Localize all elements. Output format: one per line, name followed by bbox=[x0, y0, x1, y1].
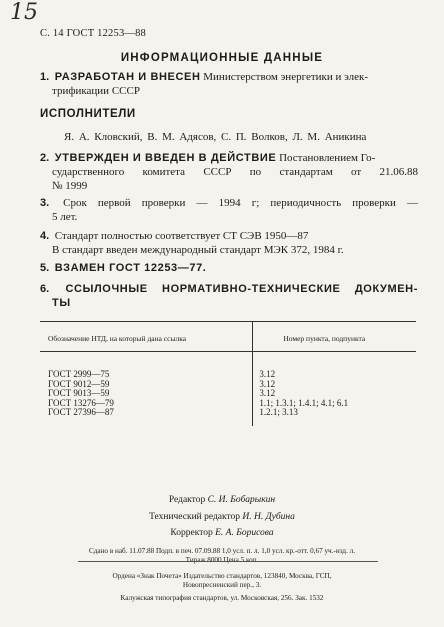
proofreader-name: Е. А. Борисова bbox=[215, 528, 274, 538]
section-number: 2. bbox=[40, 152, 50, 164]
section-heading: УТВЕРЖДЕН И ВВЕДЕН В ДЕЙСТВИЕ bbox=[54, 152, 277, 164]
section-heading: РАЗРАБОТАН И ВНЕСЕН bbox=[54, 71, 201, 83]
section-3 bbox=[40, 196, 418, 224]
section-2 bbox=[40, 151, 418, 193]
proofreader-label: Корректор bbox=[170, 528, 213, 538]
section-number: 3. bbox=[40, 197, 50, 209]
section-number: 1. bbox=[40, 71, 50, 83]
section-text: 5 лет. bbox=[52, 211, 78, 223]
reference-documents-table bbox=[40, 321, 416, 426]
table-cell-items: 1.2.1; 3.13 bbox=[253, 408, 416, 426]
section-number: 4. bbox=[40, 230, 50, 242]
divider bbox=[78, 561, 378, 562]
imprint-line: Сдано в наб. 11.07.88 Подп. в печ. 07.09.88 1,0 усл. п. л. 1,0 усл. кр.-отт. 0,67 уч.-изд. л. bbox=[88, 547, 356, 555]
executors-list: Я. А. Кловский, В. М. Адясов, С. П. Волков, Л. М. Аникина bbox=[64, 131, 367, 143]
publisher-line: Новопресненский пер., 3. bbox=[182, 581, 262, 589]
section-text: Постановлением Го- bbox=[279, 152, 376, 164]
publisher-line: Ордена «Знак Почета» Издательство стандартов, 123840, Москва, ГСП, bbox=[112, 572, 332, 580]
section-number: 6. bbox=[40, 283, 50, 295]
section-text: № 1999 bbox=[52, 180, 88, 192]
section-6 bbox=[40, 282, 418, 310]
table-cell-items: 3.12 bbox=[253, 389, 416, 399]
table-header-row bbox=[40, 322, 416, 352]
section-text: сударственного комитета СССР по стандартам от 21.06.88 bbox=[52, 166, 418, 178]
section-heading: ТЫ bbox=[52, 297, 71, 309]
table-row bbox=[40, 352, 416, 380]
document-title: ИНФОРМАЦИОННЫЕ ДАННЫЕ bbox=[120, 52, 324, 64]
tech-editor-name: И. Н. Дубина bbox=[242, 511, 295, 522]
section-number: 5. bbox=[40, 262, 50, 274]
section-5 bbox=[40, 261, 418, 275]
section-heading: ВЗАМЕН ГОСТ 12253—77. bbox=[54, 262, 207, 274]
column-header-document: Обозначение НТД, на который дана ссылка bbox=[40, 322, 253, 352]
table-cell-doc: ГОСТ 9012—59 bbox=[48, 378, 110, 389]
credits-block bbox=[0, 492, 444, 542]
table-cell-items: 3.12 bbox=[253, 380, 416, 390]
section-text: В стандарт введен международный стандарт МЭК 372, 1984 г. bbox=[52, 244, 344, 256]
executors-heading: ИСПОЛНИТЕЛИ bbox=[40, 108, 136, 120]
section-heading: ССЫЛОЧНЫЕ НОРМАТИВНО-ТЕХНИЧЕСКИЕ ДОКУМЕН- bbox=[65, 283, 418, 295]
page-header: С. 14 ГОСТ 12253—88 bbox=[40, 28, 146, 39]
section-4 bbox=[40, 229, 418, 257]
section-text: Министерством энергетики и элек- bbox=[203, 71, 369, 83]
table-cell-items: 3.12 bbox=[253, 352, 416, 380]
printer-line: Калужская типография стандартов, ул. Московская, 256. Зак. 1532 bbox=[120, 594, 324, 602]
editor-name: С. И. Бобарыкин bbox=[207, 495, 276, 505]
column-header-items: Номер пункта, подпункта bbox=[253, 322, 416, 352]
section-text: Срок первой проверки — 1994 г; периодичность проверки — bbox=[63, 197, 418, 209]
tech-editor-label: Технический редактор bbox=[149, 511, 241, 522]
handwritten-page-number: 15 bbox=[10, 0, 38, 25]
section-text: трификации СССР bbox=[52, 85, 140, 97]
imprint-line: Тираж 8000 Цена 5 коп. bbox=[185, 556, 259, 564]
table-cell-items: 1.1; 1.3.1; 1.4.1; 4.1; 6.1 bbox=[253, 399, 416, 409]
section-text: Стандарт полностью соответствует СТ СЭВ 1950—87 bbox=[54, 230, 309, 242]
editor-label: Редактор bbox=[168, 495, 206, 505]
section-1 bbox=[40, 70, 418, 98]
table-row bbox=[40, 408, 416, 426]
table-cell-doc: ГОСТ 9013—59 bbox=[48, 388, 110, 398]
table-cell-doc: ГОСТ 27396—87 bbox=[48, 407, 114, 417]
table-cell-doc: ГОСТ 13276—79 bbox=[48, 397, 114, 408]
table-cell-doc: ГОСТ 2999—75 bbox=[48, 369, 110, 379]
